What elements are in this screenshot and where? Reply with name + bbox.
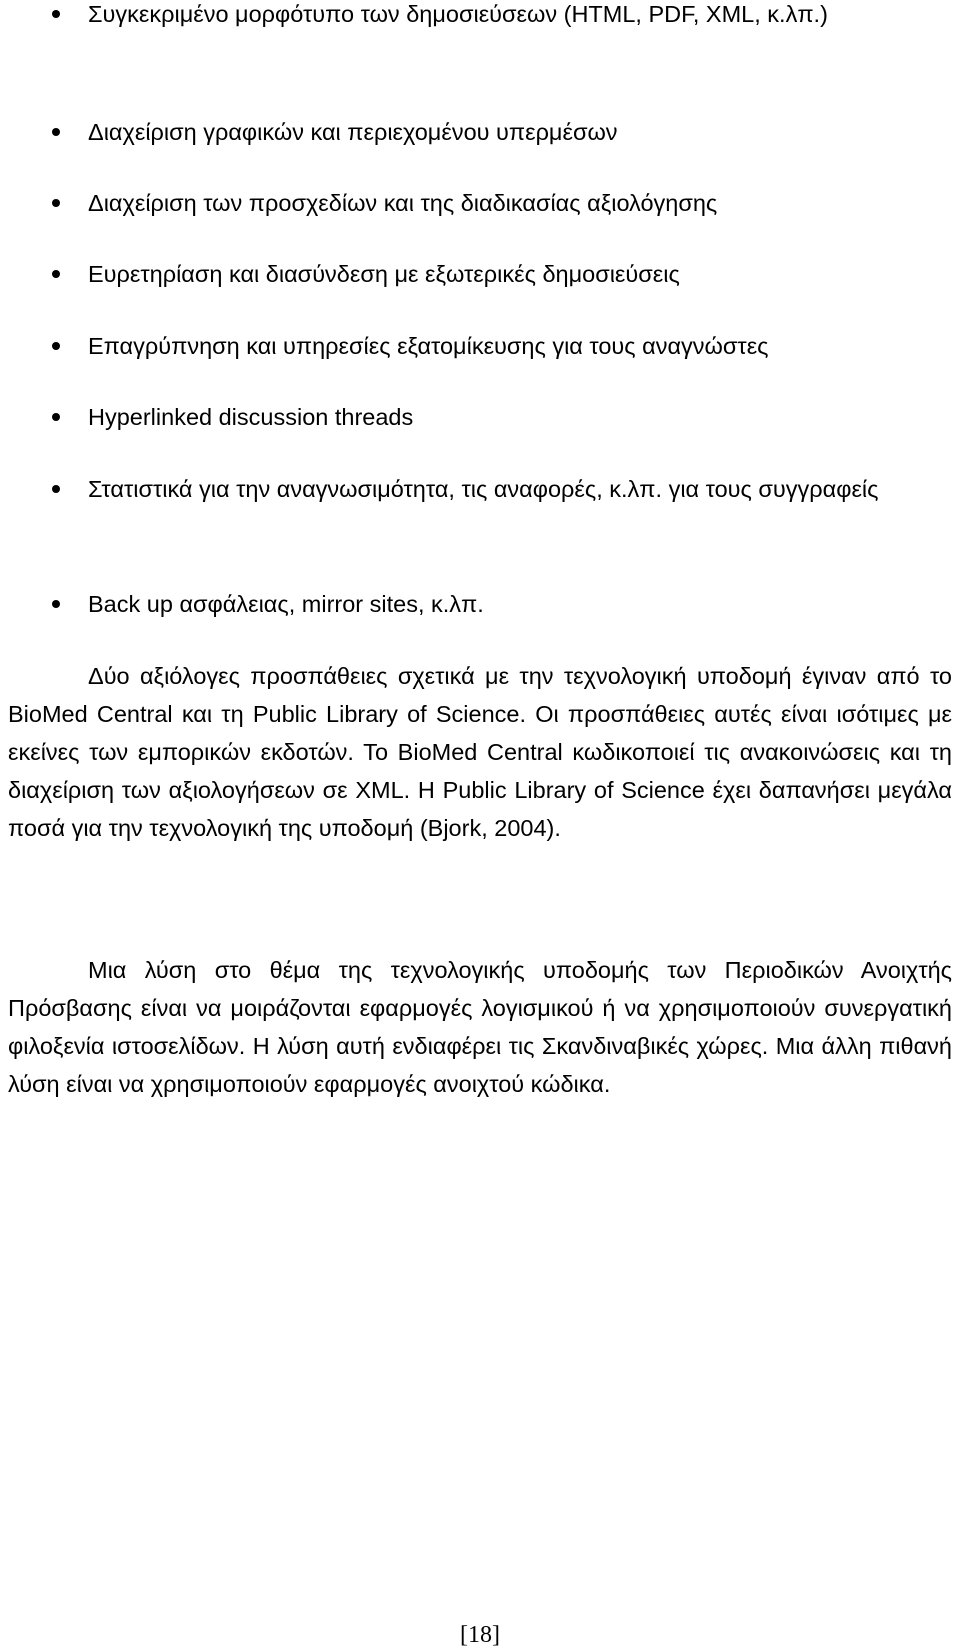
bullet-icon <box>52 600 60 608</box>
body-paragraph: Δύο αξιόλογες προσπάθειες σχετικά με την τεχνολογική υποδομή έγιναν από το BioMed Central και τη Public Library of Science. Οι προσπάθειες αυτές είναι ισότιμες με εκείνες των εμπορικών εκδοτών. Το BioMed Central κωδικοποιεί τις ανακοινώσεις και τη διαχείριση των αξιολογήσεων σε XML. Η Public Library of Science έχει δαπανήσει μεγάλα ποσά για την τεχνολογική της υποδομή (Bjork, 2004). <box>8 663 952 841</box>
page-number: [18] <box>460 1622 500 1648</box>
bullet-icon <box>52 413 60 421</box>
bullet-icon <box>52 485 60 493</box>
list-item-text: Διαχείριση γραφικών και περιεχομένου υπερμέσων <box>88 119 618 145</box>
list-item-text: Hyperlinked discussion threads <box>88 404 414 430</box>
bullet-icon <box>52 342 60 350</box>
list-item-text: Διαχείριση των προσχεδίων και της διαδικασίας αξιολόγησης <box>88 190 718 216</box>
bullet-icon <box>52 10 60 18</box>
bullet-icon <box>52 128 60 136</box>
list-item-text: Ευρετηρίαση και διασύνδεση με εξωτερικές δημοσιεύσεις <box>88 261 680 287</box>
list-item-text: Back up ασφάλειας, mirror sites, κ.λπ. <box>88 591 484 617</box>
list-item-text: Επαγρύπνηση και υπηρεσίες εξατομίκευσης για τους αναγνώστες <box>88 333 769 359</box>
body-paragraph: Μια λύση στο θέμα της τεχνολογικής υποδομής των Περιοδικών Ανοιχτής Πρόσβασης είναι να μοιράζονται εφαρμογές λογισμικού ή να χρησιμοποιούν συνεργατική φιλοξενία ιστοσελίδων. Η λύση αυτή ενδιαφέρει τις Σκανδιναβικές χώρες. Μια άλλη πιθανή λύση είναι να χρησιμοποιούν εφαρμογές ανοιχτού κώδικα. <box>8 957 952 1097</box>
bullet-icon <box>52 270 60 278</box>
list-item-text: Στατιστικά για την αναγνωσιμότητα, τις αναφορές, κ.λπ. για τους συγγραφείς <box>88 476 879 502</box>
list-item-text: Συγκεκριμένο μορφότυπο των δημοσιεύσεων (HTML, PDF, XML, κ.λπ.) <box>88 1 828 27</box>
bullet-icon <box>52 199 60 207</box>
